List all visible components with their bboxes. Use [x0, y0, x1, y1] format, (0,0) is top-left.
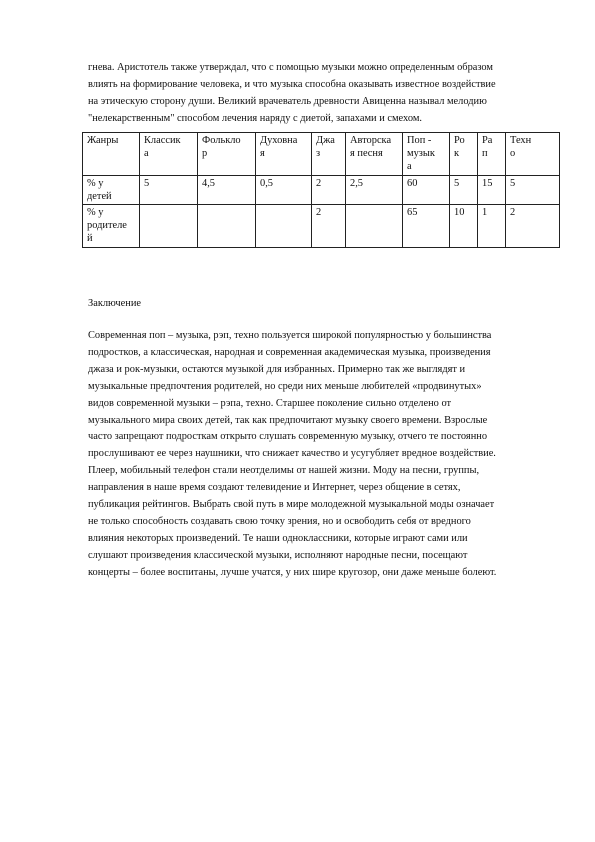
cell-line: детей — [87, 191, 112, 202]
text-line: прослушивают ее через наушники, что снижает качество и усугубляет вредное воздействие. — [88, 448, 496, 460]
cell-line: п — [482, 148, 488, 159]
cell-line: Фолькло — [202, 135, 241, 146]
table-cell — [506, 205, 560, 248]
header-cell — [450, 133, 478, 176]
table-cell — [403, 176, 450, 205]
cell-line: я — [260, 148, 265, 159]
cell-line: музык — [407, 148, 435, 159]
table-row-children — [83, 176, 560, 205]
table-cell — [478, 176, 506, 205]
table-cell — [198, 205, 256, 248]
text-line: "нелекарственным" способом лечения наряду с диетой, запахами и смехом. — [88, 112, 422, 124]
cell-line: 10 — [454, 207, 465, 218]
table-cell — [450, 205, 478, 248]
header-cell — [256, 133, 312, 176]
table-row-parents — [83, 205, 560, 248]
header-cell — [140, 133, 198, 176]
text-line: Современная поп – музыка, рэп, техно пользуется широкой популярностью у большинства — [88, 330, 492, 341]
cell-line: Авторска — [350, 135, 392, 146]
cell-line: Ра — [482, 135, 493, 146]
table-cell — [140, 205, 198, 248]
cell-line: р — [202, 148, 208, 159]
cell-line: 2,5 — [350, 178, 363, 189]
cell-line: Техн — [510, 135, 532, 146]
text-line: публикация рейтингов. Выбрать свой путь в мире молодежной музыкальной моды означает — [88, 499, 495, 511]
cell-line: Духовна — [260, 135, 298, 146]
table-cell — [312, 205, 346, 248]
cell-line: а — [407, 161, 412, 172]
text-line: на этическую сторону души. Великий врачеватель древности Авиценна называл мелодию — [88, 95, 487, 107]
cell-line: 5 — [510, 178, 516, 189]
cell-line: Джа — [316, 135, 335, 146]
cell-line: Классик — [144, 135, 181, 146]
header-cell — [346, 133, 403, 176]
table-cell — [403, 205, 450, 248]
cell-line: з — [316, 148, 321, 159]
cell-line: 2 — [510, 207, 516, 218]
text-line: не только способность создавать свою точку зрения, но и освободить себя от вредного — [88, 515, 471, 527]
row-label-cell — [83, 205, 140, 248]
text-line: джаза и рок-музыки, остаются музыкой для избранных. Примерно так же выглядят и — [88, 363, 466, 375]
cell-line: 1 — [482, 207, 488, 218]
header-cell — [312, 133, 346, 176]
cell-line: 60 — [407, 178, 418, 189]
cell-line: Поп - — [407, 135, 432, 146]
cell-line: 2 — [316, 207, 322, 218]
table-header-row — [83, 133, 560, 176]
header-cell — [83, 133, 140, 176]
table-cell — [450, 176, 478, 205]
cell-line: 5 — [144, 178, 150, 189]
table-cell — [346, 176, 403, 205]
table-cell — [140, 176, 198, 205]
text-line: влияния некоторых произведений. Те наши одноклассники, которые играют сами или — [88, 532, 468, 544]
table-cell — [478, 205, 506, 248]
cell-line: 0,5 — [260, 178, 273, 189]
text-line: слушают произведения классической музыки, исполняют народные песни, посещают — [88, 549, 468, 561]
text-line: Плеер, мобильный телефон стали неотделимы от нашей жизни. Моду на песни, группы, — [88, 465, 480, 477]
header-cell — [506, 133, 560, 176]
text-line: музыкального мира своих детей, так как предпочитают музыку своего времени. Взрослые — [88, 414, 488, 426]
cell-line: родителе — [87, 220, 127, 231]
intro-paragraph — [88, 60, 558, 128]
text-line: видов современной музыки – рэпа, техно. Старшее поколение сильно отделено от — [88, 397, 452, 409]
conclusion-paragraph — [88, 328, 558, 582]
header-cell — [478, 133, 506, 176]
text-line: направления в наше время создают телевидение и Интернет, через общение в сетях, — [88, 482, 461, 494]
text-line: часто запрещают подросткам открыто слушать современную музыку, отчего те постоянно — [88, 431, 488, 443]
table-cell — [198, 176, 256, 205]
cell-line: % у — [87, 207, 104, 218]
text-line: влиять на формирование человека, и что музыка способна оказывать известное воздействие — [88, 78, 496, 90]
genre-preferences-table — [82, 132, 560, 248]
cell-line: о — [510, 148, 516, 159]
cell-line: й — [87, 233, 93, 244]
table-cell — [256, 176, 312, 205]
cell-line: 5 — [454, 178, 460, 189]
header-cell — [198, 133, 256, 176]
cell-line: а — [144, 148, 149, 159]
text-line: гнева. Аристотель также утверждал, что с помощью музыки можно определенным образом — [88, 62, 494, 73]
cell-line: 4,5 — [202, 178, 215, 189]
header-cell — [403, 133, 450, 176]
cell-line: к — [454, 148, 460, 159]
text-line: концерты – более воспитаны, лучше учатся, у них шире кругозор, они даже меньше болеют. — [88, 566, 497, 578]
row-label-cell — [83, 176, 140, 205]
table-cell — [506, 176, 560, 205]
cell-line: Жанры — [87, 135, 119, 146]
table-cell — [256, 205, 312, 248]
cell-line: 65 — [407, 207, 418, 218]
table-cell — [312, 176, 346, 205]
cell-line: 15 — [482, 178, 493, 189]
section-heading: Заключение — [88, 298, 141, 309]
cell-line: % у — [87, 178, 104, 189]
text-line: подростков, а классическая, народная и современная академическая музыка, произведения — [88, 346, 491, 358]
text-line: музыкальные предпочтения родителей, но среди них меньше любителей «продвинутых» — [88, 380, 482, 392]
table-body — [83, 133, 560, 248]
cell-line: Ро — [454, 135, 465, 146]
table-cell — [346, 205, 403, 248]
cell-line: я песня — [350, 148, 383, 159]
cell-line: 2 — [316, 178, 322, 189]
